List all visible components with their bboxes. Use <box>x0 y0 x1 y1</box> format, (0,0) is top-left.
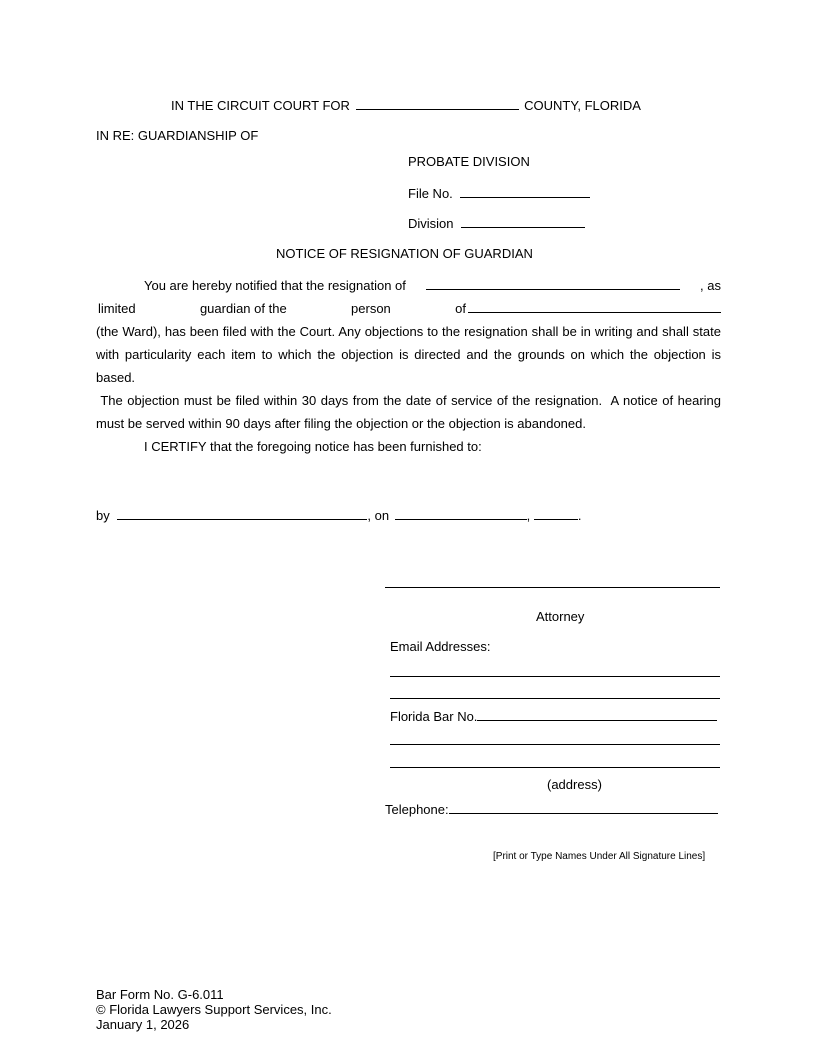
telephone-row <box>385 801 718 818</box>
address-line-1[interactable] <box>390 744 720 745</box>
telephone-blank[interactable] <box>449 801 718 814</box>
date-period: . <box>577 508 582 523</box>
body-line-6: must be served within 90 days after filing the objection or the objection is abandoned. <box>96 416 586 431</box>
file-no-label: File No. <box>408 186 453 201</box>
service-date-blank[interactable] <box>395 507 527 520</box>
county-blank[interactable] <box>356 97 519 110</box>
signature-note: [Print or Type Names Under All Signature Lines] <box>493 851 706 862</box>
date-comma: , <box>526 508 531 523</box>
division-blank[interactable] <box>461 215 585 228</box>
attorney-signature-line[interactable] <box>385 587 720 588</box>
limited-text: limited <box>98 301 136 316</box>
file-no-row <box>408 185 590 202</box>
email-line-1[interactable] <box>390 676 720 677</box>
address-label: (address) <box>547 777 602 792</box>
body-line-5: The objection must be filed within 30 days from the date of service of the resignation. A notice of hearing <box>96 393 721 408</box>
court-prefix: IN THE CIRCUIT COURT FOR <box>171 98 350 113</box>
telephone-label: Telephone: <box>385 802 449 817</box>
bar-no-row <box>390 708 717 725</box>
service-line <box>96 507 582 524</box>
service-method-blank[interactable] <box>117 507 367 520</box>
email-label: Email Addresses: <box>390 639 491 654</box>
probate-division: PROBATE DIVISION <box>408 154 530 169</box>
guardian-of-text: guardian of the <box>199 301 287 316</box>
notice-body <box>96 274 721 458</box>
in-re-caption: IN RE: GUARDIANSHIP OF <box>96 128 259 143</box>
body-line-1 <box>96 274 721 297</box>
court-suffix: COUNTY, FLORIDA <box>524 98 641 113</box>
certify-text: I CERTIFY that the foregoing notice has been furnished to: <box>144 439 482 454</box>
of-group <box>455 297 721 320</box>
attorney-label: Attorney <box>536 609 585 624</box>
person-text: person <box>351 301 391 316</box>
on-label: , on <box>367 508 390 523</box>
email-line-2[interactable] <box>390 698 720 699</box>
form-number: Bar Form No. G-6.011 <box>96 987 224 1002</box>
bar-no-blank[interactable] <box>477 708 717 721</box>
body-line-2 <box>96 297 721 320</box>
division-row <box>408 215 585 232</box>
body-line-4: with particularity each item to which the objection is directed and the grounds on which the objection is based. <box>96 347 721 385</box>
document-title: NOTICE OF RESIGNATION OF GUARDIAN <box>276 246 533 261</box>
form-date: January 1, 2026 <box>96 1017 190 1032</box>
as-text: , as <box>700 278 721 293</box>
file-no-blank[interactable] <box>460 185 590 198</box>
court-heading <box>171 97 641 114</box>
of-text: of <box>455 301 466 316</box>
by-label: by <box>96 508 110 523</box>
service-year-blank[interactable] <box>534 507 578 520</box>
guardian-name-blank[interactable] <box>426 277 680 290</box>
division-label: Division <box>408 216 454 231</box>
address-line-2[interactable] <box>390 767 720 768</box>
body-line-3: (the Ward), has been filed with the Court. Any objections to the resignation shall be in writing and shall state <box>96 324 721 339</box>
copyright: © Florida Lawyers Support Services, Inc. <box>96 1002 332 1017</box>
ward-name-blank[interactable] <box>468 300 721 313</box>
bar-no-label: Florida Bar No. <box>390 709 478 724</box>
resignation-text: You are hereby notified that the resignation of <box>144 278 406 293</box>
